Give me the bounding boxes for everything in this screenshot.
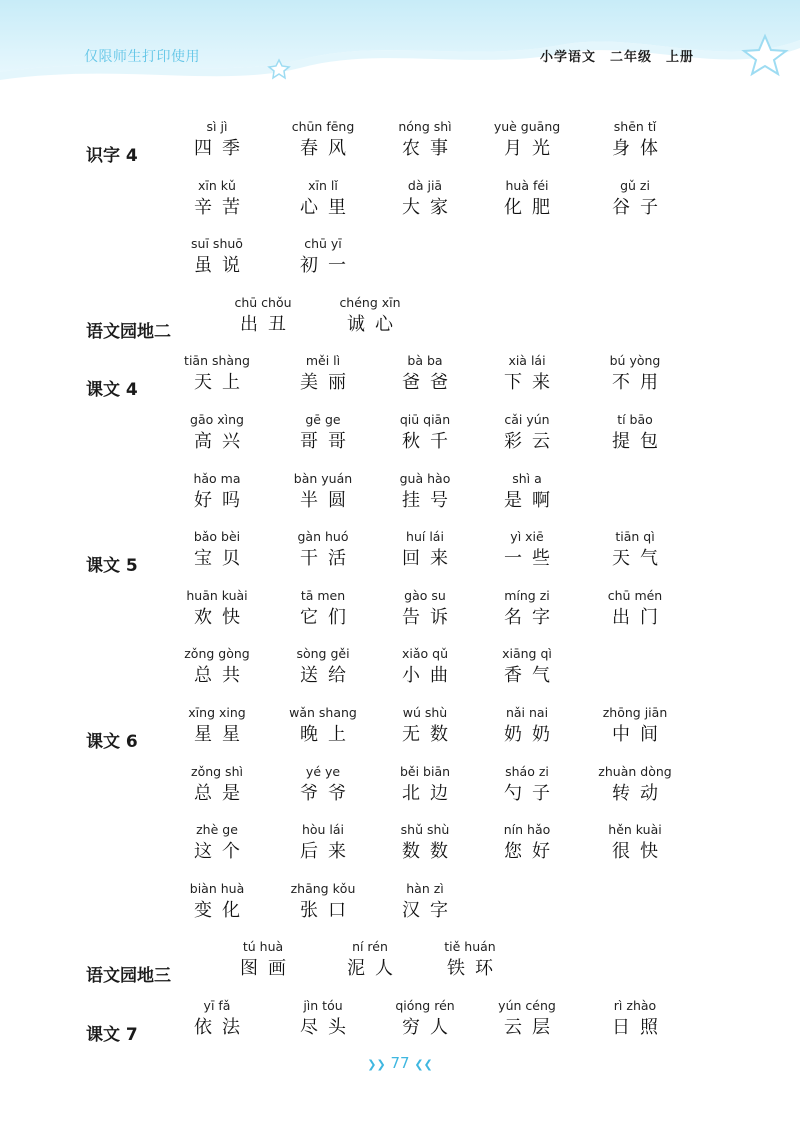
vocab-word [278, 177, 368, 221]
lesson-label: 课文 6 [86, 732, 138, 752]
pinyin: hǎo ma [193, 470, 241, 486]
pinyin: sì jì [206, 119, 228, 134]
hanzi: 中间 [612, 724, 668, 745]
vocab-word [590, 997, 680, 1041]
hanzi: 勺子 [504, 782, 560, 804]
vocab-word [278, 411, 368, 455]
pinyin: tí bāo [617, 412, 653, 427]
watermark-text: 仅限师生打印使用 [84, 49, 200, 65]
vocab-word [482, 528, 572, 572]
hanzi: 总是 [194, 782, 250, 804]
vocab-row [0, 938, 800, 994]
vocab-word [482, 177, 572, 221]
vocab-word [278, 763, 368, 807]
hanzi: 辛苦 [194, 196, 250, 218]
hanzi: 图画 [240, 958, 296, 980]
pinyin: gē ge [305, 412, 341, 427]
lesson-label: 识字 4 [86, 146, 138, 166]
hanzi: 高兴 [194, 431, 250, 452]
pinyin: qióng rén [395, 998, 455, 1013]
vocab-word [482, 352, 572, 396]
pinyin: wú shù [402, 705, 448, 720]
hanzi: 大家 [402, 196, 458, 218]
vocab-word [278, 528, 368, 572]
hanzi: 送给 [300, 665, 356, 687]
hanzi: 晚上 [300, 724, 356, 745]
hanzi: 秋千 [402, 431, 458, 452]
pinyin: huān kuài [186, 587, 248, 603]
pinyin: yī fǎ [203, 998, 231, 1013]
pinyin: chū chǒu [234, 294, 292, 310]
pinyin: bú yòng [609, 353, 661, 369]
vocab-word [380, 763, 470, 807]
vocab-word [172, 880, 262, 924]
vocab-word [590, 411, 680, 455]
pinyin: chū yī [304, 236, 342, 252]
pinyin: bǎo bèi [193, 529, 241, 545]
pinyin: hòu lái [301, 822, 345, 838]
pinyin: rì zhào [613, 998, 657, 1013]
vocab-row [0, 235, 800, 291]
pinyin: chéng xīn [339, 294, 401, 310]
hanzi: 挂号 [402, 489, 458, 511]
hanzi: 香气 [504, 665, 560, 687]
hanzi: 泥人 [347, 958, 403, 980]
pinyin: xīn kǔ [198, 177, 236, 193]
vocab-word [278, 235, 368, 279]
pinyin: xià lái [508, 353, 546, 369]
pinyin: měi lì [305, 353, 341, 369]
hanzi: 哥哥 [300, 431, 356, 452]
pinyin: tiě huán [444, 939, 496, 955]
vocab-word [172, 470, 262, 514]
vocab-word [380, 470, 470, 514]
hanzi: 农事 [402, 138, 458, 159]
vocab-word [278, 587, 368, 631]
page-number-value: 77 [390, 1054, 410, 1072]
pinyin: tú huà [242, 939, 284, 955]
pinyin: nín hǎo [503, 822, 551, 838]
hanzi: 身体 [612, 138, 668, 159]
pinyin: qiū qiān [399, 412, 451, 427]
vocab-row [0, 997, 800, 1053]
pinyin: huí lái [406, 529, 444, 545]
vocab-word [590, 821, 680, 865]
hanzi: 一些 [504, 548, 560, 570]
vocab-word [172, 411, 262, 455]
vocab-word [172, 821, 262, 865]
vocab-row [0, 411, 800, 467]
vocab-row [0, 763, 800, 819]
pinyin: tiān qì [615, 529, 655, 545]
vocab-word [482, 821, 572, 865]
pinyin: zhè ge [196, 822, 238, 838]
pinyin: chū mén [607, 587, 663, 603]
pinyin: sháo zi [505, 763, 549, 779]
vocab-word [278, 997, 368, 1041]
pinyin: tiān shàng [184, 353, 250, 369]
vocab-row [0, 294, 800, 350]
vocab-word [425, 938, 515, 982]
vocab-word [172, 177, 262, 221]
hanzi: 出丑 [240, 313, 296, 335]
pinyin: xiǎo qǔ [401, 646, 448, 662]
pinyin: hàn zì [406, 880, 444, 896]
vocab-word [172, 352, 262, 396]
vocab-row [0, 177, 800, 233]
vocab-row [0, 821, 800, 877]
vocab-word [172, 587, 262, 631]
vocab-word [590, 118, 680, 162]
hanzi: 诚心 [347, 313, 403, 335]
vocab-row [0, 118, 800, 174]
hanzi: 后来 [300, 841, 356, 863]
hanzi: 它们 [300, 606, 356, 628]
pinyin: yuè guāng [493, 119, 561, 134]
hanzi: 无数 [402, 724, 458, 745]
hanzi: 是啊 [504, 489, 560, 511]
vocab-word [590, 763, 680, 807]
hanzi: 提包 [612, 431, 668, 452]
pinyin: sòng gěi [296, 646, 350, 662]
hanzi: 名字 [504, 606, 560, 628]
vocab-row [0, 880, 800, 936]
vocab-row [0, 587, 800, 643]
vocab-word [172, 118, 262, 162]
hanzi: 北边 [402, 782, 458, 804]
hanzi: 奶奶 [504, 724, 560, 745]
pinyin: míng zi [504, 587, 550, 603]
hanzi: 星星 [194, 724, 250, 745]
hanzi: 彩云 [504, 431, 560, 452]
vocab-word [482, 704, 572, 748]
hanzi: 您好 [504, 841, 560, 863]
hanzi: 出门 [612, 606, 668, 628]
vocab-word [380, 821, 470, 865]
lesson-label: 课文 7 [86, 1025, 138, 1045]
hanzi: 穷人 [402, 1017, 458, 1038]
vocab-word [278, 645, 368, 689]
hanzi: 汉字 [402, 899, 458, 921]
vocab-word [380, 177, 470, 221]
page-number [360, 1054, 440, 1072]
pinyin: nóng shì [398, 119, 452, 134]
book-title: 小学语文 二年级 上册 [540, 50, 695, 65]
hanzi: 云层 [504, 1017, 560, 1038]
pinyin: nǎi nai [505, 705, 549, 720]
hanzi: 转动 [612, 782, 668, 804]
vocab-word [172, 763, 262, 807]
pinyin: běi biān [399, 763, 451, 779]
pinyin: cǎi yún [504, 412, 550, 427]
pinyin: huà féi [505, 177, 549, 193]
vocab-word [482, 587, 572, 631]
hanzi: 化肥 [504, 196, 560, 218]
hanzi: 张口 [300, 899, 356, 921]
hanzi: 数数 [402, 841, 458, 863]
pinyin: xīng xing [188, 705, 246, 720]
hanzi: 告诉 [402, 606, 458, 628]
hanzi: 变化 [194, 899, 250, 921]
vocab-word [380, 587, 470, 631]
vocab-word [380, 997, 470, 1041]
vocab-word [218, 938, 308, 982]
vocab-word [278, 704, 368, 748]
vocab-word [172, 645, 262, 689]
vocab-word [172, 528, 262, 572]
hanzi: 小曲 [402, 665, 458, 687]
lesson-label: 语文园地二 [86, 321, 171, 342]
pinyin: shǔ shù [400, 822, 450, 838]
hanzi: 很快 [612, 841, 668, 863]
vocab-word [278, 821, 368, 865]
lesson-label: 课文 4 [86, 380, 138, 401]
hanzi: 干活 [300, 548, 356, 570]
hanzi: 谷子 [612, 196, 668, 218]
hanzi: 日照 [612, 1017, 668, 1038]
hanzi: 总共 [194, 665, 250, 687]
vocab-row [0, 352, 800, 408]
vocab-word [172, 997, 262, 1041]
pinyin: zǒng shì [191, 763, 243, 779]
vocab-word [218, 294, 308, 338]
pinyin: suī shuō [191, 236, 243, 252]
hanzi: 美丽 [300, 372, 356, 394]
pinyin: ní rén [352, 939, 388, 955]
vocab-word [380, 704, 470, 748]
hanzi: 尽头 [300, 1017, 356, 1038]
pinyin: jìn tóu [303, 998, 343, 1013]
hanzi: 不用 [612, 372, 668, 394]
pinyin: yì xiē [510, 529, 544, 545]
vocab-word [590, 704, 680, 748]
vocab-row [0, 470, 800, 526]
hanzi: 下来 [504, 372, 560, 394]
pinyin: wǎn shang [289, 705, 357, 720]
vocab-word [172, 235, 262, 279]
hanzi: 欢快 [194, 606, 250, 628]
pinyin: gàn huó [297, 529, 349, 545]
vocab-row [0, 528, 800, 584]
vocab-row [0, 645, 800, 701]
hanzi: 回来 [402, 548, 458, 570]
left-arrow-icon: ❯❯ [367, 1058, 386, 1071]
pinyin: shēn tǐ [613, 119, 657, 134]
vocab-word [278, 470, 368, 514]
pinyin: gǔ zi [620, 177, 650, 193]
hanzi: 爷爷 [300, 782, 356, 804]
vocab-word [482, 763, 572, 807]
hanzi: 爸爸 [402, 372, 458, 394]
vocab-word [325, 294, 415, 338]
hanzi: 月光 [504, 138, 560, 159]
hanzi: 铁环 [447, 958, 503, 980]
pinyin: bàn yuán [293, 470, 353, 486]
pinyin: hěn kuài [608, 822, 662, 838]
vocab-row [0, 704, 800, 760]
hanzi: 好吗 [194, 489, 250, 511]
pinyin: yé ye [305, 763, 341, 779]
pinyin: guà hào [399, 470, 451, 486]
pinyin: yún céng [498, 998, 556, 1013]
pinyin: zhāng kǒu [290, 880, 356, 896]
vocab-word [380, 645, 470, 689]
pinyin: xīn lǐ [308, 177, 338, 193]
vocab-word [482, 470, 572, 514]
pinyin: zhōng jiān [602, 705, 668, 720]
vocab-word [325, 938, 415, 982]
vocab-word [278, 352, 368, 396]
vocab-word [482, 997, 572, 1041]
vocab-word [482, 118, 572, 162]
pinyin: chūn fēng [291, 119, 355, 134]
pinyin: xiāng qì [502, 646, 552, 662]
vocab-word [380, 352, 470, 396]
vocab-word [482, 645, 572, 689]
hanzi: 心里 [300, 196, 356, 218]
vocab-word [380, 528, 470, 572]
pinyin: tā men [300, 587, 346, 603]
pinyin: zhuàn dòng [598, 763, 672, 779]
hanzi: 四季 [194, 138, 250, 159]
hanzi: 虽说 [194, 255, 250, 277]
hanzi: 天上 [194, 372, 250, 394]
hanzi: 这个 [194, 841, 250, 863]
pinyin: shì a [512, 470, 542, 486]
vocab-word [590, 587, 680, 631]
pinyin: biàn huà [189, 880, 245, 896]
vocab-word [482, 411, 572, 455]
vocab-word [278, 118, 368, 162]
lesson-label: 课文 5 [86, 556, 138, 577]
pinyin: gào su [404, 587, 446, 603]
hanzi: 春风 [300, 138, 356, 159]
hanzi: 宝贝 [194, 548, 250, 570]
right-arrow-icon: ❮❮ [414, 1058, 433, 1071]
hanzi: 依法 [194, 1017, 250, 1038]
vocab-word [590, 352, 680, 396]
hanzi: 初一 [300, 255, 356, 277]
pinyin: zǒng gòng [184, 646, 250, 662]
vocab-word [380, 118, 470, 162]
pinyin: dà jiā [407, 177, 443, 193]
pinyin: gāo xìng [190, 412, 244, 427]
vocab-word [278, 880, 368, 924]
hanzi: 天气 [612, 548, 668, 570]
vocab-word [380, 411, 470, 455]
lesson-label: 语文园地三 [86, 966, 171, 987]
hanzi: 半圆 [300, 489, 356, 511]
vocab-word [172, 704, 262, 748]
vocab-word [590, 177, 680, 221]
vocab-word [380, 880, 470, 924]
vocab-word [590, 528, 680, 572]
pinyin: bà ba [407, 353, 443, 369]
